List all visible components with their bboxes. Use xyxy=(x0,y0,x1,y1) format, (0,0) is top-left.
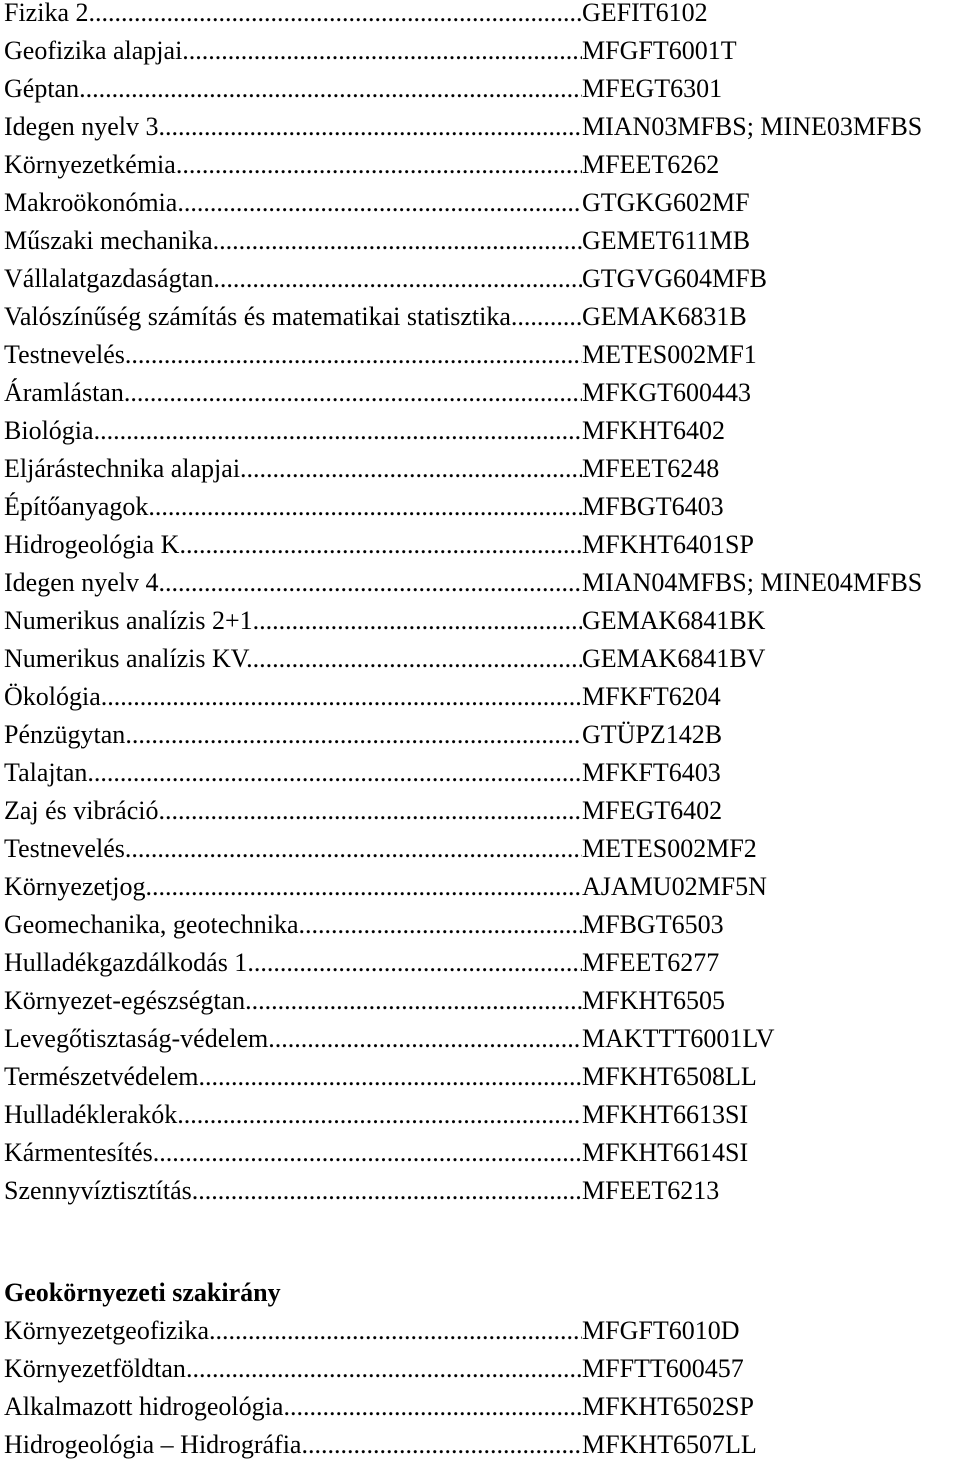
course-name: Kármentesítés ..... xyxy=(4,1136,582,1170)
course-code: MFGFT6010D xyxy=(582,1316,740,1345)
course-name: Ökológia ..... xyxy=(4,680,582,714)
course-code: MFKHT6505 xyxy=(582,986,726,1015)
course-name: Környezetkémia ..... xyxy=(4,148,582,182)
course-row xyxy=(4,718,722,752)
course-code: MFEET6262 xyxy=(582,150,720,179)
course-code: MAKTTT6001LV xyxy=(582,1024,775,1053)
course-code: METES002MF1 xyxy=(582,340,757,369)
course-row xyxy=(4,946,719,980)
course-code: MFKFT6403 xyxy=(582,758,721,787)
course-row xyxy=(4,148,719,182)
course-row xyxy=(4,1136,748,1170)
course-row xyxy=(4,414,725,448)
course-name: Testnevelés ..... xyxy=(4,338,582,372)
course-row xyxy=(4,0,708,30)
course-name: Környezetjog ..... xyxy=(4,870,582,904)
course-code: GEMET611MB xyxy=(582,226,751,255)
course-name: Környezetföldtan ..... xyxy=(4,1352,582,1386)
course-code: MFKFT6204 xyxy=(582,682,721,711)
course-code: MFEGT6301 xyxy=(582,74,723,103)
course-code: MFKHT6508LL xyxy=(582,1062,757,1091)
course-row xyxy=(4,34,737,68)
course-row xyxy=(4,832,757,866)
course-name: Geofizika alapjai ..... xyxy=(4,34,582,68)
course-code: MFKHT6613SI xyxy=(582,1100,749,1129)
course-code: MFKGT600443 xyxy=(582,378,752,407)
course-name: Környezet-egészségtan ..... xyxy=(4,984,582,1018)
course-row xyxy=(4,1060,757,1094)
course-row xyxy=(4,186,750,220)
course-code: MFGFT6001T xyxy=(582,36,737,65)
section-heading: Geokörnyezeti szakirány xyxy=(4,1278,281,1307)
course-row xyxy=(4,72,722,106)
course-code: GEMAK6831B xyxy=(582,302,747,331)
course-row xyxy=(4,376,751,410)
course-code: MFKHT6401SP xyxy=(582,530,754,559)
course-row xyxy=(4,794,722,828)
course-row xyxy=(4,1098,748,1132)
course-name: Zaj és vibráció ..... xyxy=(4,794,582,828)
course-name: Levegőtisztaság-védelem ..... xyxy=(4,1022,582,1056)
course-name: Hidrogeológia – Hidrográfia ..... xyxy=(4,1428,582,1462)
course-code: MFBGT6403 xyxy=(582,492,724,521)
course-row xyxy=(4,604,765,638)
course-name: Idegen nyelv 4 ..... xyxy=(4,566,582,600)
course-row xyxy=(4,262,767,296)
course-code: GEMAK6841BK xyxy=(582,606,766,635)
course-code: MFBGT6503 xyxy=(582,910,724,939)
course-name: Áramlástan ..... xyxy=(4,376,582,410)
course-row xyxy=(4,1314,739,1348)
course-code: GTÜPZ142B xyxy=(582,720,723,749)
course-name: Szennyvíztisztítás ..... xyxy=(4,1174,582,1208)
course-name: Alkalmazott hidrogeológia ..... xyxy=(4,1390,582,1424)
course-name: Valószínűség számítás és matematikai statisztika ..... xyxy=(4,300,582,334)
course-row xyxy=(4,1428,757,1462)
course-row xyxy=(4,452,719,486)
course-row xyxy=(4,908,724,942)
course-code: MFKHT6614SI xyxy=(582,1138,749,1167)
course-row xyxy=(4,338,757,372)
course-row xyxy=(4,1174,719,1208)
course-name: Geomechanika, geotechnika ..... xyxy=(4,908,582,942)
course-row xyxy=(4,1352,744,1386)
course-name: Hidrogeológia K ..... xyxy=(4,528,582,562)
course-name: Makroökonómia ..... xyxy=(4,186,582,220)
course-name: Környezetgeofizika ..... xyxy=(4,1314,582,1348)
course-row xyxy=(4,984,725,1018)
course-name: Vállalatgazdaságtan ..... xyxy=(4,262,582,296)
course-code: GEMAK6841BV xyxy=(582,644,766,673)
course-row xyxy=(4,642,765,676)
course-code: GTGKG602MF xyxy=(582,188,750,217)
course-name: Talajtan ..... xyxy=(4,756,582,790)
course-name: Hulladékgazdálkodás 1 ..... xyxy=(4,946,582,980)
course-name: Műszaki mechanika ..... xyxy=(4,224,582,258)
course-row xyxy=(4,1022,775,1056)
course-row xyxy=(4,300,747,334)
course-name: Hulladéklerakók ..... xyxy=(4,1098,582,1132)
course-code: MFKHT6502SP xyxy=(582,1392,754,1421)
course-code: AJAMU02MF5N xyxy=(582,872,767,901)
course-code: GEFIT6102 xyxy=(582,0,708,27)
course-name: Pénzügytan ..... xyxy=(4,718,582,752)
course-name: Építőanyagok ..... xyxy=(4,490,582,524)
course-name: Eljárástechnika alapjai ..... xyxy=(4,452,582,486)
course-code: MFEGT6402 xyxy=(582,796,723,825)
course-row xyxy=(4,224,750,258)
course-row xyxy=(4,110,922,144)
course-name: Numerikus analízis KV ..... xyxy=(4,642,582,676)
course-name: Biológia ..... xyxy=(4,414,582,448)
course-name: Idegen nyelv 3. ..... xyxy=(4,110,582,144)
course-code: MFKHT6402 xyxy=(582,416,726,445)
course-row xyxy=(4,680,721,714)
course-name: Fizika 2 ..... xyxy=(4,0,582,30)
course-name: Természetvédelem ..... xyxy=(4,1060,582,1094)
course-name: Géptan ..... xyxy=(4,72,582,106)
course-code: MFEET6248 xyxy=(582,454,720,483)
course-name: Testnevelés ..... xyxy=(4,832,582,866)
course-code: MFKHT6507LL xyxy=(582,1430,757,1459)
course-row xyxy=(4,528,754,562)
course-code: METES002MF2 xyxy=(582,834,757,863)
course-row xyxy=(4,490,724,524)
course-row xyxy=(4,870,767,904)
course-code: MFFTT600457 xyxy=(582,1354,744,1383)
course-row xyxy=(4,756,721,790)
course-code: MIAN04MFBS; MINE04MFBS xyxy=(582,568,923,597)
course-code: MFEET6277 xyxy=(582,948,720,977)
course-row xyxy=(4,1390,754,1424)
course-name: Numerikus analízis 2+1 ..... xyxy=(4,604,582,638)
course-row xyxy=(4,566,922,600)
course-code: GTGVG604MFB xyxy=(582,264,767,293)
course-code: MFEET6213 xyxy=(582,1176,720,1205)
course-code: MIAN03MFBS; MINE03MFBS xyxy=(582,112,923,141)
